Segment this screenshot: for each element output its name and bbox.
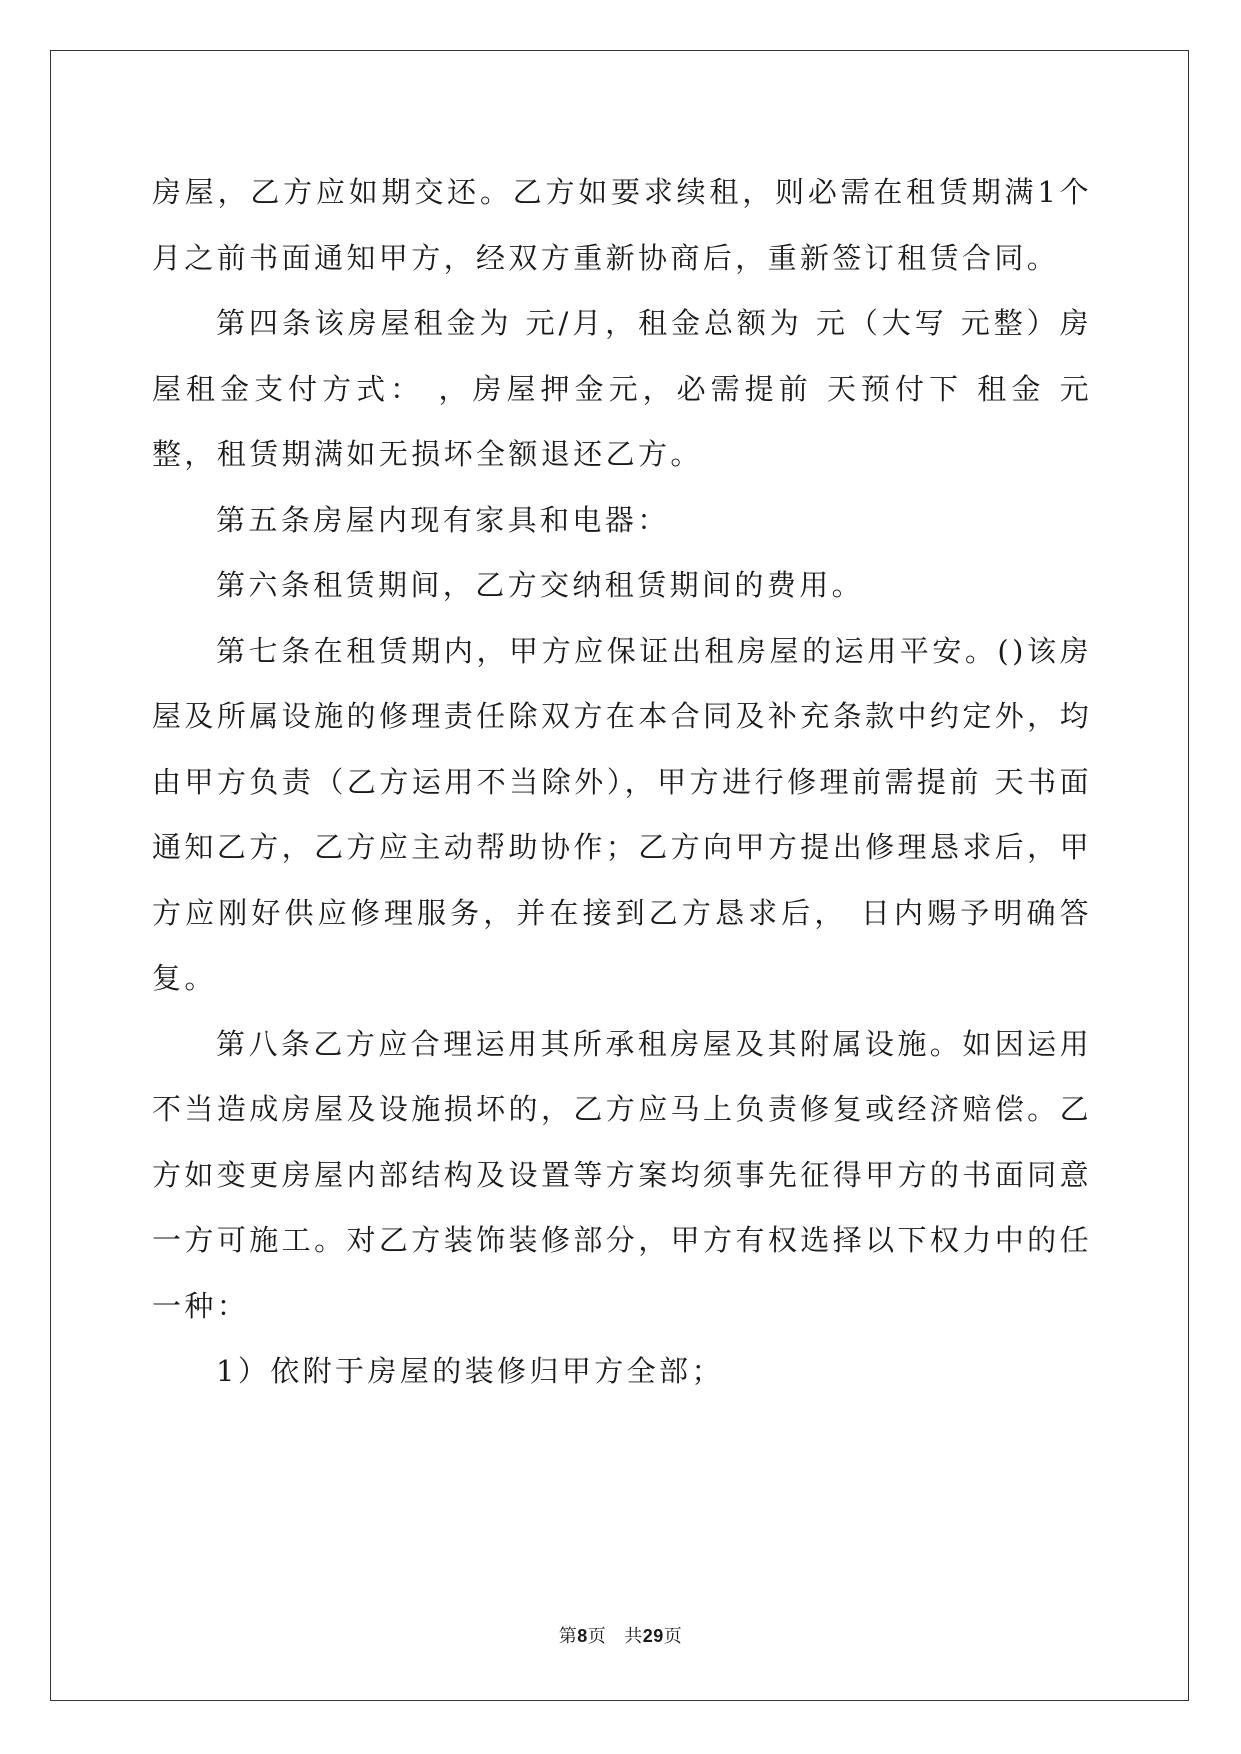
paragraph: 第五条房屋内现有家具和电器： [216, 502, 670, 537]
total-suffix: 页 [663, 1626, 683, 1647]
page-suffix: 页 [587, 1626, 607, 1647]
paragraph: 第七条在租赁期内，甲方应保证出租房屋的运用平安。()该房屋及所属设施的修理责任除双方在本合同及补充条款中约定外，均由甲方负责（乙方运用不当除外），甲方进行修理前需提前 天书面通知乙方，乙方应主动帮助协作；乙方向甲方提出修理恳求后，甲方应刚好供应修理服务，并在接到乙方恳求后， 日内赐予明确答复。 [152, 633, 1092, 995]
paragraph: 1）依附于房屋的装修归甲方全部； [216, 1354, 724, 1388]
document-body [152, 160, 1092, 1405]
paragraph: 房屋，乙方应如期交还。乙方如要求续租，则必需在租赁期满1个月之前书面通知甲方，经双方重新协商后，重新签订租赁合同。 [152, 175, 1092, 275]
page-prefix: 第 [558, 1626, 578, 1647]
total-pages: 29 [642, 1626, 664, 1646]
paragraph: 第四条该房屋租金为 元/月，租金总额为 元（大写 元整）房屋租金支付方式： ，房屋押金元，必需提前 天预付下 租金 元整，租赁期满如无损坏全额退还乙方。 [152, 306, 1092, 471]
page-footer [0, 1622, 1241, 1648]
paragraph: 第八条乙方应合理运用其所承租房屋及其附属设施。如因运用不当造成房屋及设施损坏的，乙方应马上负责修复或经济赔偿。乙方如变更房屋内部结构及设置等方案均须事先征得甲方的书面同意一方可施工。对乙方装饰装修部分，甲方有权选择以下权力中的任一种： [152, 1026, 1092, 1323]
paragraph: 第六条租赁期间，乙方交纳租赁期间的费用。 [216, 568, 865, 602]
page-number: 8 [577, 1626, 588, 1646]
total-prefix: 共 [624, 1626, 643, 1647]
